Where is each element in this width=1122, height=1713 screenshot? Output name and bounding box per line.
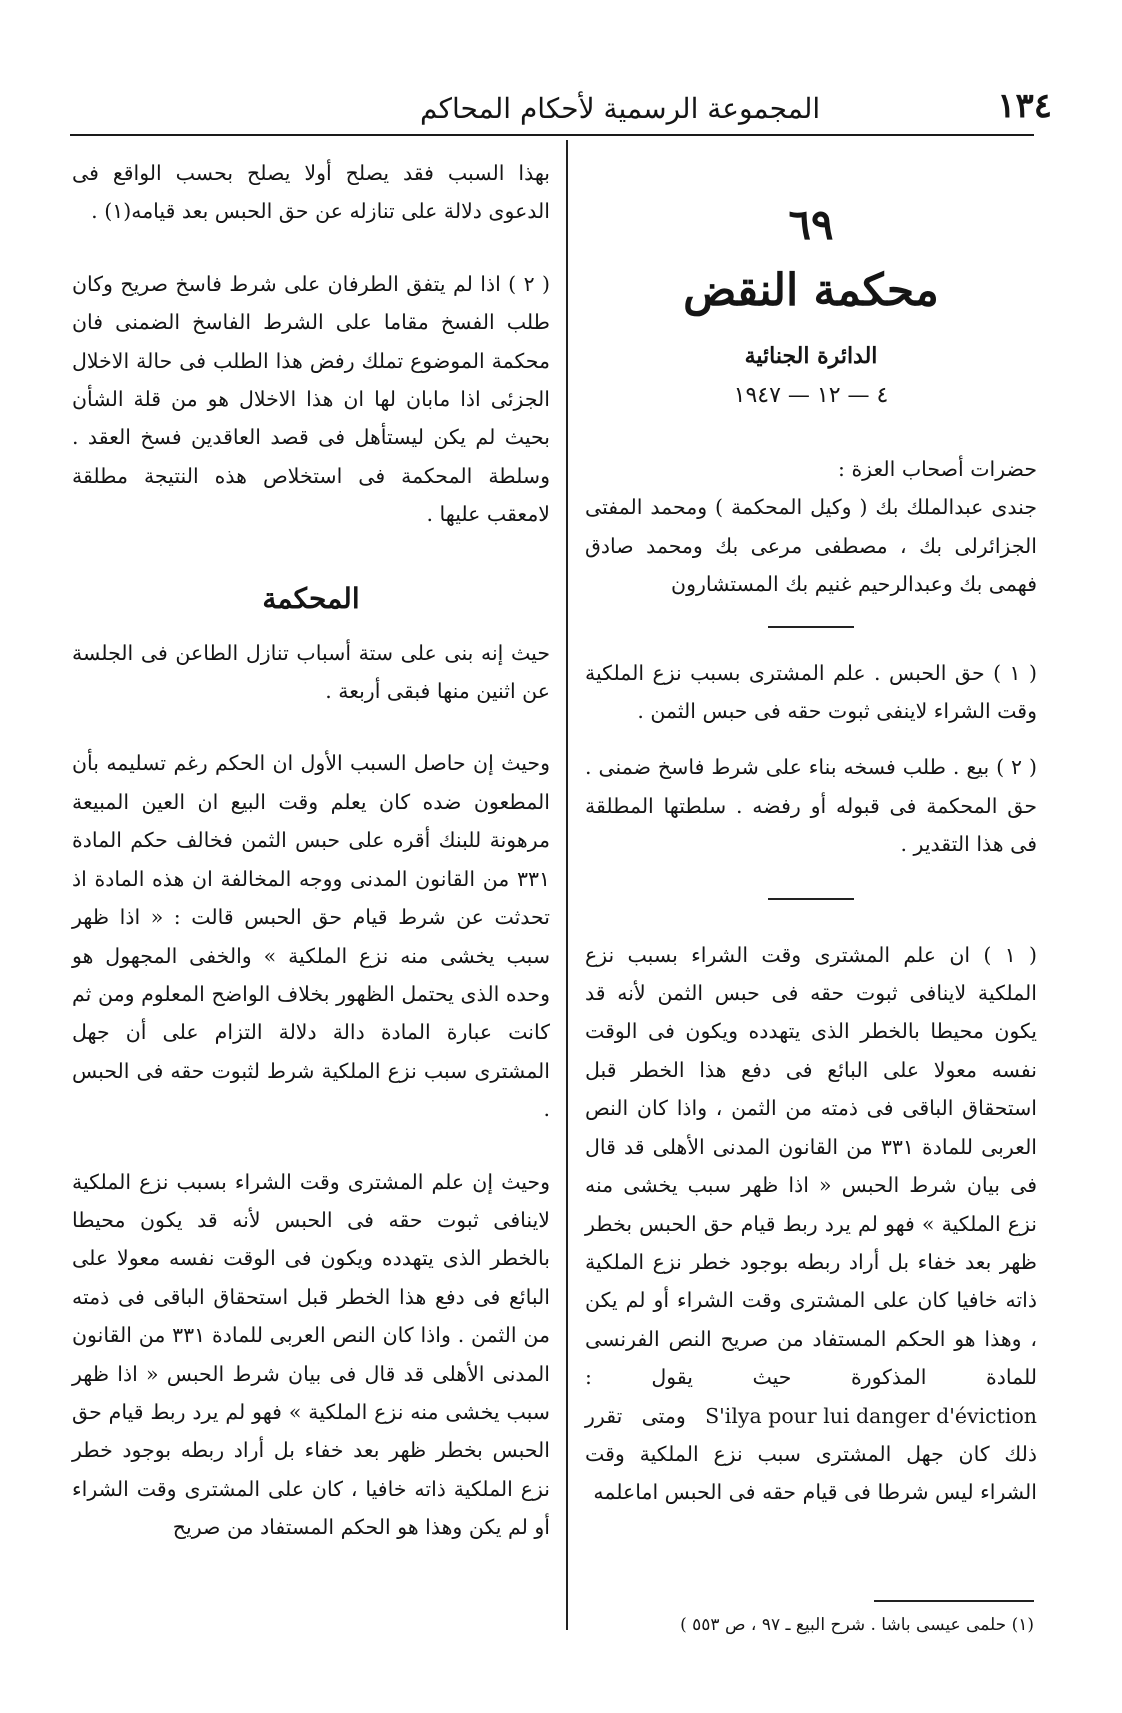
section-heading: المحكمة bbox=[262, 581, 360, 615]
footnote: (١) حلمى عيسى باشا . شرح البيع ـ ٩٧ ، ص ٥٥٣ ) bbox=[680, 1615, 1034, 1635]
left-column bbox=[72, 154, 550, 1547]
case-date: ٤ — ١٢ — ١٩٤٧ bbox=[733, 383, 889, 408]
circuit-name: الدائرة الجنائية bbox=[744, 343, 878, 369]
summary-item: ( ٢ ) بيع . طلب فسخه بناء على شرط فاسخ ضمنى . حق المحكمة فى قبوله أو رفضه . سلطتها المطلقة فى هذا التقدير . bbox=[585, 755, 1038, 857]
separator-rule bbox=[768, 626, 854, 628]
principle-paragraph bbox=[585, 936, 1037, 1512]
principle-continuation: ومتى تقرر ذلك كان جهل المشترى سبب نزع الملكية وقت الشراء ليس شرطا فى قيام حقه فى الحبس اماعلمه bbox=[585, 1403, 1037, 1505]
case-summary bbox=[585, 654, 1037, 864]
paragraph: بهذا السبب فقد يصلح أولا يصلح بحسب الواقع فى الدعوى دلالة على تنازله عن حق الحبس بعد قيامه(١) . bbox=[72, 161, 550, 224]
column-divider bbox=[566, 140, 568, 1630]
bench-lead: حضرات أصحاب العزة : bbox=[838, 457, 1037, 481]
case-number: ٦٩ bbox=[788, 200, 834, 249]
french-quote: S'ilya pour lui danger d'éviction bbox=[705, 1403, 1037, 1428]
paragraph: وحيث إن علم المشترى وقت الشراء بسبب نزع الملكية لاينافى ثبوت حقه فى الحبس لأنه قد يكون محيطا بالخطر الذى يتهدده ويكون فى الوقت نفسه معولا على البائع فى دفع هذا الخطر قبل استحقاق الباقى فى ذمته من الثمن . واذا كان النص العربى للمادة ٣٣١ من القانون المدنى الأهلى قد قال فى بيان شرط الحبس « اذا ظهر سبب يخشى منه نزع الملكية » فهو لم يرد ربط قيام حق الحبس بخطر ظهر بعد خفاء بل أراد ربطه بوجود خطر نزع الملكية ذاته خافيا ، كان على المشترى وقت الشراء أو لم يكن وهذا هو الحكم المستفاد من صريح bbox=[72, 1169, 550, 1540]
footnote-rule bbox=[874, 1600, 1034, 1602]
principle-text: ( ١ ) ان علم المشترى وقت الشراء بسبب نزع الملكية لاينافى ثبوت حقه فى حبس الثمن لأنه قد يكون محيطا بالخطر الذى يتهدده ويكون فى الوقت نفسه معولا على البائع فى دفع هذا الخطر قبل استحقاق الباقى فى ذمته من الثمن ، واذا كان النص العربى للمادة ٣٣١ من القانون المدنى الأهلى قد قال فى بيان شرط الحبس « اذا ظهر سبب يخشى منه نزع الملكية » فهو لم يرد ربط قيام حق الحبس بخطر ظهر بعد خفاء بل أراد ربطه بوجود خطر نزع الملكية ذاته خافيا كان على المشترى وقت الشراء أو لم يكن ، وهذا هو الحكم المستفاد من صريح النص الفرنسى للمادة المذكورة حيث يقول : bbox=[585, 942, 1038, 1390]
running-header-title: المجموعة الرسمية لأحكام المحاكم bbox=[420, 92, 821, 125]
page-number: ١٣٤ bbox=[997, 86, 1052, 126]
paragraph: حيث إنه بنى على ستة أسباب تنازل الطاعن فى الجلسة عن اثنين منها فبقى أربعة . bbox=[72, 640, 550, 704]
paragraph: ( ٢ ) اذا لم يتفق الطرفان على شرط فاسخ صريح وكان طلب الفسخ مقاما على الشرط الفاسخ الضمنى فان محكمة الموضوع تملك رفض هذا الطلب فى حالة الاخلال الجزئى اذا مابان لها ان هذا الاخلال هو من قلة الشأن بحيث لم يكن ليستأهل فى قصد العاقدين فسخ العقد . وسلطة المحكمة فى استخلاص هذه النتيجة مطلقة لامعقب عليها . bbox=[72, 271, 550, 527]
header-rule bbox=[70, 134, 1034, 136]
court-name: محكمة النقض bbox=[683, 265, 939, 316]
right-column bbox=[585, 140, 1037, 1512]
separator-rule bbox=[768, 898, 854, 900]
bench-names: جندى عبدالملك بك ( وكيل المحكمة ) ومحمد المفتى الجزائرلى بك ، مصطفى مرعى بك ومحمد صادق فهمى بك وعبدالرحيم غنيم بك المستشارون bbox=[585, 495, 1037, 597]
paragraph: وحيث إن حاصل السبب الأول ان الحكم رغم تسليمه بأن المطعون ضده كان يعلم وقت البيع ان العين المبيعة مرهونة للبنك أقره على حبس الثمن فخالف حكم المادة ٣٣١ من القانون المدنى ووجه المخالفة ان هذه المادة اذ تحدثت عن شرط قيام حق الحبس قالت : « اذا ظهر سبب يخشى منه نزع الملكية » والخفى المجهول هو وحده الذى يحتمل الظهور بخلاف الواضح المعلوم ومن ثم كانت عبارة المادة دالة دلالة التزام على أن جهل المشترى سبب نزع الملكية شرط لثبوت حقه فى الحبس . bbox=[72, 751, 550, 1122]
summary-item: ( ١ ) حق الحبس . علم المشترى بسبب نزع الملكية وقت الشراء لاينفى ثبوت حقه فى حبس الثمن . bbox=[585, 660, 1037, 724]
